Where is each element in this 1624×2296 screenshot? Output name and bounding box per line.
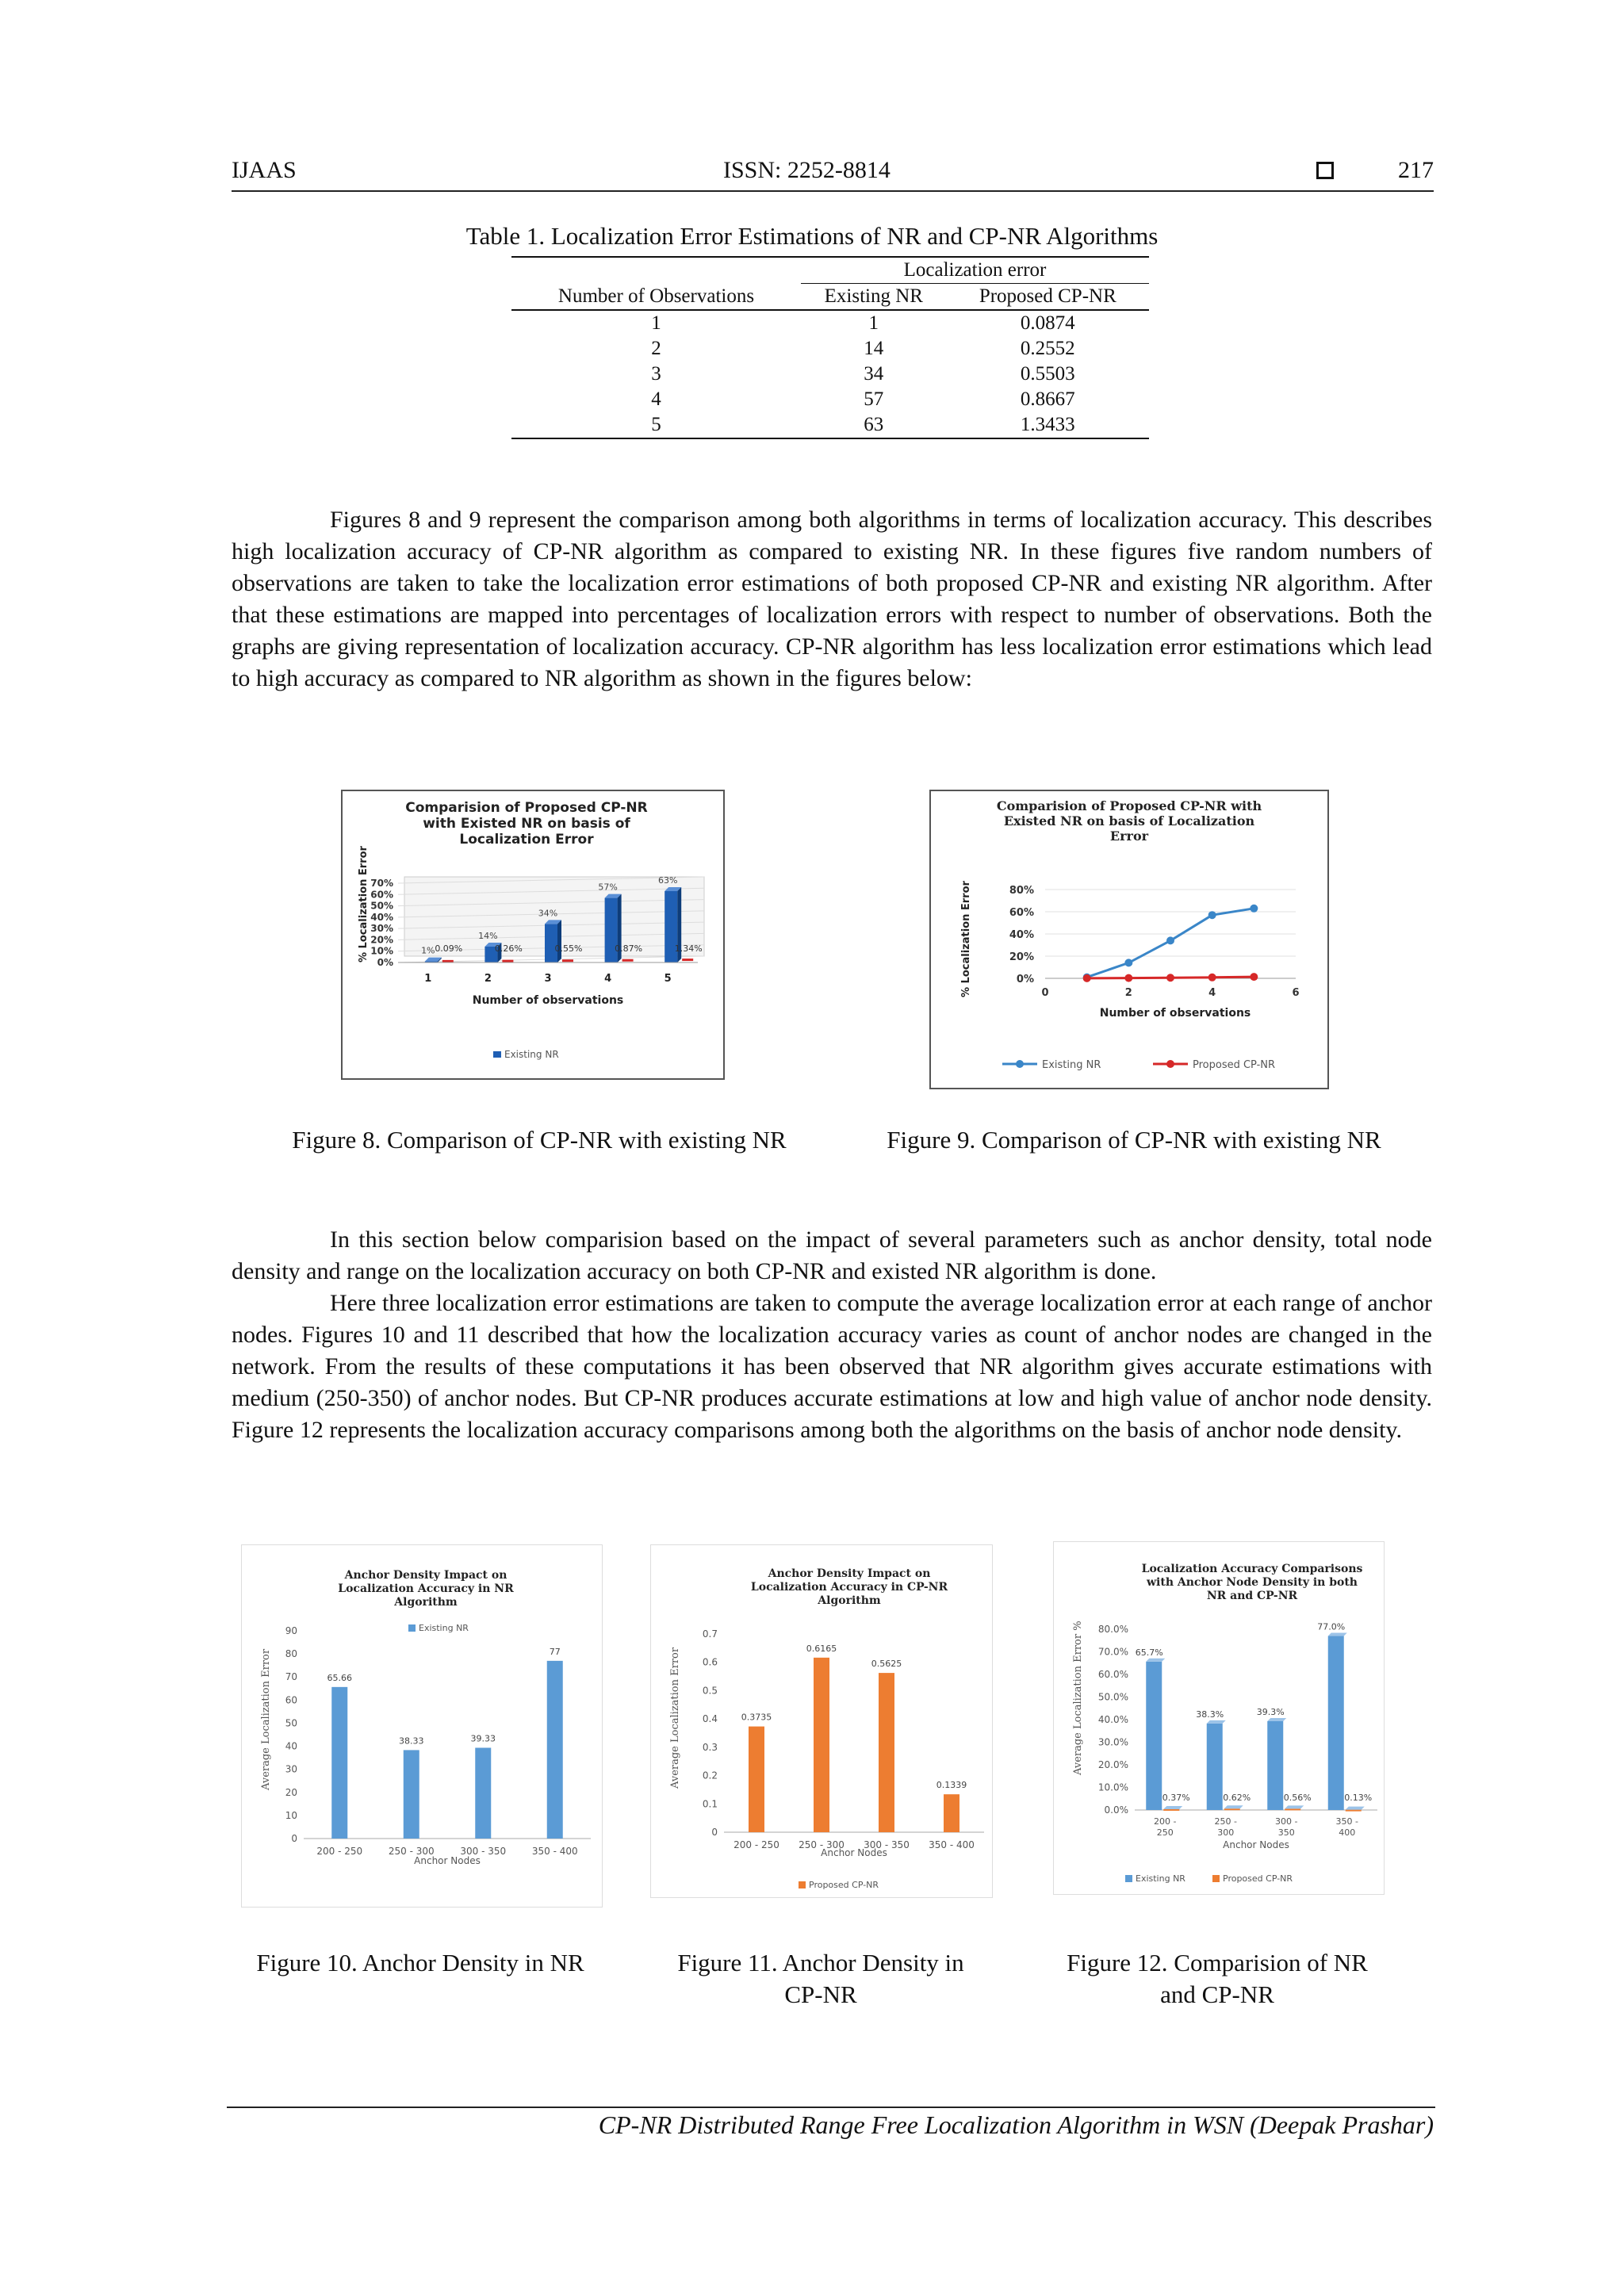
x-tick-label: 250: [1156, 1827, 1174, 1838]
chart-title: Anchor Density Impact on: [768, 1567, 931, 1580]
bar: [1346, 1810, 1362, 1812]
figure-9-caption: Figure 9. Comparison of CP-NR with existing NR: [887, 1126, 1381, 1154]
y-axis-label: % Localization Error: [960, 881, 972, 997]
figure-10-caption: Figure 10. Anchor Density in NR: [256, 1949, 584, 1976]
bar: [1207, 1724, 1223, 1810]
x-tick-label: 3: [544, 973, 552, 985]
bar-proposed-cp-nr: [682, 959, 693, 961]
legend-label: Existing NR: [504, 1049, 559, 1060]
figure-12-caption-line: Figure 12. Comparision of NR: [1067, 1949, 1368, 1976]
y-tick-label: 40%: [1009, 929, 1034, 941]
chart-title: Algorithm: [394, 1596, 458, 1609]
data-label: 77.0%: [1317, 1621, 1346, 1632]
table-1: [511, 256, 1149, 439]
bar-top: [1346, 1807, 1365, 1810]
x-tick-label: 300 - 350: [864, 1839, 910, 1850]
x-axis-label: Anchor Nodes: [414, 1855, 481, 1866]
data-label: 65.66: [327, 1672, 352, 1683]
table-cell: 0.2552: [1020, 338, 1075, 359]
body-paragraph-2: [232, 1224, 1432, 1446]
figure-8-chart: [343, 791, 723, 1078]
x-axis-label: Number of observations: [472, 994, 624, 1007]
data-label: 0.55%: [554, 943, 583, 954]
bar-top: [1267, 1718, 1286, 1721]
y-tick-label: 90: [285, 1625, 297, 1636]
figure-8: [341, 790, 725, 1080]
data-point: [1208, 974, 1216, 982]
square-icon: [1316, 162, 1334, 179]
legend-swatch: [408, 1624, 416, 1632]
data-point: [1124, 959, 1132, 966]
chart-title: Comparision of Proposed CP-NR: [405, 800, 648, 816]
data-label: 1%: [421, 945, 435, 956]
data-point: [1208, 911, 1216, 919]
legend-swatch: [1125, 1875, 1132, 1882]
x-tick-label: 200 - 250: [316, 1846, 363, 1857]
y-axis-label: Average Localization Error: [260, 1648, 272, 1790]
bar: [1163, 1809, 1179, 1811]
table-cell: 0.5503: [1020, 363, 1075, 385]
figure-11-chart: [651, 1545, 992, 1897]
x-tick-label: 350 - 400: [531, 1846, 578, 1857]
journal-name: IJAAS: [232, 157, 297, 183]
data-label: 0.37%: [1162, 1793, 1190, 1803]
chart-title: NR and CP-NR: [1206, 1590, 1298, 1602]
bar: [547, 1661, 563, 1839]
bar-top: [1224, 1805, 1243, 1808]
legend-marker: [1016, 1060, 1024, 1068]
data-point: [1250, 905, 1258, 913]
data-label: 39.3%: [1256, 1706, 1285, 1717]
data-label: 77: [549, 1646, 561, 1657]
data-label: 0.1339: [936, 1780, 967, 1791]
data-label: 0.3735: [741, 1712, 772, 1723]
y-tick-label: 20%: [1009, 951, 1034, 963]
x-tick-label: 200 - 250: [733, 1839, 779, 1850]
data-label: 38.3%: [1196, 1709, 1224, 1720]
table-col-header: Proposed CP-NR: [947, 284, 1149, 311]
y-tick-label: 80: [285, 1648, 297, 1660]
y-tick-label: 0.0%: [1104, 1804, 1128, 1816]
x-tick-label: 4: [604, 973, 612, 985]
table-cell: 0.8667: [1020, 388, 1075, 410]
y-tick-label: 50.0%: [1097, 1691, 1128, 1703]
y-tick-label: 30.0%: [1097, 1736, 1128, 1748]
y-tick-label: 0.7: [702, 1628, 718, 1640]
x-tick-label: 300 - 350: [460, 1846, 507, 1857]
data-label: 0.09%: [435, 943, 463, 954]
bar: [944, 1794, 959, 1832]
x-tick-label: 2: [1124, 987, 1132, 999]
y-tick-label: 60: [285, 1694, 297, 1706]
table-cell: 63: [801, 412, 947, 438]
y-tick-label: 0: [291, 1833, 297, 1844]
data-point: [1166, 936, 1174, 944]
table-cell: 3: [651, 363, 661, 385]
y-tick-label: 10.0%: [1097, 1781, 1128, 1793]
table-cell: 0.0874: [1020, 312, 1075, 334]
legend-swatch: [493, 1051, 501, 1058]
y-tick-label: 0.2: [702, 1770, 718, 1781]
bar-proposed-cp-nr: [442, 960, 454, 962]
bar-existing-nr-side: [557, 920, 561, 962]
x-tick-label: 200 -: [1154, 1816, 1177, 1827]
data-label: 38.33: [399, 1735, 424, 1747]
bar: [1285, 1808, 1300, 1810]
legend-label: Existing NR: [1042, 1059, 1101, 1071]
y-tick-label: 30%: [370, 923, 393, 935]
legend-label: Proposed CP-NR: [1223, 1873, 1293, 1884]
y-tick-label: 80.0%: [1097, 1624, 1128, 1635]
y-tick-label: 0.5: [702, 1685, 718, 1697]
data-label: 0.62%: [1223, 1793, 1251, 1803]
bar: [1224, 1808, 1240, 1810]
table-cell: 1: [868, 312, 879, 334]
table-cell: 1.3433: [947, 412, 1149, 438]
table-row: [511, 310, 1149, 336]
paragraph-text: Here three localization error estimations are taken to compute the average localization error at each range of anchor nodes. Figures 10 and 11 described that how the localization accuracy varies as count of anchor nodes are changed in the network. From the results of these computations it has been observed that NR algorithm gives accurate estimations with medium (250-350) of anchor nodes. But CP-NR produces accurate estimations at low and high value of anchor node density. Figure 12 represents the localization accuracy comparisons among both the algorithms on the basis of anchor node density.: [232, 1290, 1432, 1443]
y-tick-label: 0.4: [702, 1713, 718, 1725]
y-tick-label: 0%: [377, 957, 393, 968]
figure-11-caption-line: Figure 11. Anchor Density in: [677, 1949, 964, 1976]
x-tick-label: 300: [1217, 1827, 1235, 1838]
y-tick-label: 40: [285, 1740, 297, 1752]
figure-11-caption: [642, 1947, 999, 2011]
chart-title: Algorithm: [818, 1594, 881, 1607]
bar: [814, 1658, 829, 1832]
data-point: [1124, 974, 1132, 982]
y-tick-label: 70.0%: [1097, 1646, 1128, 1658]
y-tick-label: 70%: [370, 878, 393, 889]
page-header: [232, 155, 1434, 192]
x-tick-label: 350: [1277, 1827, 1295, 1838]
table-cell: 14: [864, 338, 884, 359]
bar-top: [1207, 1720, 1226, 1724]
bar: [475, 1748, 491, 1839]
y-tick-label: 0%: [1016, 974, 1034, 985]
y-axis-label: Average Localization Error %: [1072, 1621, 1084, 1775]
bar-top: [1328, 1633, 1347, 1636]
chart-title: Existed NR on basis of Localization: [1003, 813, 1255, 828]
data-label: 0.6165: [806, 1643, 837, 1654]
figure-12-chart: [1054, 1542, 1384, 1894]
chart-title: Localization Accuracy Comparisons: [1141, 1563, 1363, 1575]
table-cell: 34: [864, 363, 884, 385]
bar: [749, 1727, 764, 1832]
body-paragraph-1: [232, 504, 1432, 695]
x-tick-label: 400: [1339, 1827, 1356, 1838]
bar-top: [1285, 1805, 1304, 1808]
table-row: [511, 412, 1149, 438]
y-tick-label: 30: [285, 1763, 297, 1775]
table-empty-cell: [511, 257, 801, 284]
table-row: [511, 336, 1149, 362]
x-tick-label: 1: [424, 973, 432, 985]
figure-11-caption-line: CP-NR: [784, 1980, 857, 2008]
figure-12: [1053, 1541, 1385, 1895]
data-label: 1.34%: [674, 943, 703, 954]
bar: [1267, 1721, 1283, 1810]
legend-label: Existing NR: [419, 1623, 469, 1633]
table-cell: 1: [651, 312, 661, 334]
y-tick-label: 80%: [1009, 885, 1034, 897]
figure-8-caption: Figure 8. Comparison of CP-NR with existing NR: [292, 1126, 787, 1154]
paragraph-text: In this section below comparision based on the impact of several parameters such as anchor density, total node density and range on the localization accuracy on both CP-NR and existed NR algorithm is done.: [232, 1226, 1432, 1284]
x-tick-label: 0: [1041, 987, 1049, 999]
figure-10: [241, 1544, 603, 1908]
chart-title: Comparision of Proposed CP-NR with: [996, 798, 1262, 813]
x-axis-label: Number of observations: [1099, 1007, 1251, 1020]
bar: [1146, 1662, 1162, 1810]
bar: [404, 1750, 419, 1839]
data-label: 65.7%: [1135, 1647, 1163, 1658]
bar: [879, 1673, 894, 1832]
legend-label: Proposed CP-NR: [809, 1880, 879, 1890]
x-tick-label: 6: [1292, 987, 1300, 999]
data-label: 0.5625: [871, 1659, 902, 1670]
chart-title: Anchor Density Impact on: [344, 1569, 508, 1582]
table-col-header: Existing NR: [801, 284, 947, 311]
figure-10-chart: [242, 1545, 602, 1907]
data-label: 57%: [598, 882, 618, 893]
figure-12-caption: [1039, 1947, 1396, 2011]
y-tick-label: 20.0%: [1097, 1759, 1128, 1770]
data-label: 0.26%: [494, 943, 523, 954]
y-tick-label: 0.1: [702, 1798, 718, 1810]
table-cell: 57: [864, 388, 884, 410]
x-tick-label: 350 - 400: [929, 1839, 975, 1850]
data-point: [1083, 974, 1091, 982]
figure-12-caption-line: and CP-NR: [1160, 1980, 1274, 2008]
y-tick-label: 60.0%: [1097, 1669, 1128, 1680]
legend-label: Proposed CP-NR: [1193, 1059, 1276, 1071]
y-tick-label: 0.3: [702, 1741, 718, 1753]
table-cell: 2: [651, 338, 661, 359]
x-tick-label: 250 - 300: [799, 1839, 845, 1850]
footer-citation: CP-NR Distributed Range Free Localization Algorithm in WSN (Deepak Prashar): [598, 2110, 1434, 2139]
y-tick-label: 0.6: [702, 1656, 718, 1668]
x-tick-label: 250 - 300: [388, 1846, 435, 1857]
chart-title: with Existed NR on basis of: [423, 816, 630, 832]
y-tick-label: 20%: [370, 934, 393, 946]
y-tick-label: 40.0%: [1097, 1714, 1128, 1725]
chart-title: with Anchor Node Density in both: [1147, 1576, 1358, 1589]
y-tick-label: 70: [285, 1671, 297, 1683]
data-point: [1166, 974, 1174, 982]
y-tick-label: 40%: [370, 911, 393, 923]
legend-label: Existing NR: [1136, 1873, 1185, 1884]
table-cell: 4: [651, 388, 661, 410]
table-group-header: Localization error: [801, 257, 1149, 284]
data-point: [1250, 973, 1258, 981]
y-tick-label: 50%: [370, 900, 393, 912]
y-tick-label: 60%: [1009, 907, 1034, 919]
page-number: 217: [1398, 157, 1434, 183]
chart-title: Localization Accuracy in NR: [338, 1582, 514, 1595]
x-tick-label: 350 -: [1335, 1816, 1358, 1827]
bar-proposed-cp-nr: [562, 959, 573, 962]
x-tick-label: 4: [1208, 987, 1216, 999]
y-tick-label: 50: [285, 1717, 297, 1729]
bar: [331, 1687, 347, 1839]
x-tick-label: 250 -: [1214, 1816, 1237, 1827]
figure-9: [929, 790, 1329, 1089]
data-label: 0.13%: [1344, 1793, 1373, 1803]
data-label: 0.87%: [615, 943, 643, 954]
bar-proposed-cp-nr: [502, 960, 513, 962]
bar-proposed-cp-nr: [622, 959, 634, 962]
legend-marker: [1166, 1060, 1174, 1068]
table-cell: 5: [511, 412, 801, 438]
bar-top: [1146, 1659, 1165, 1662]
data-label: 34%: [538, 908, 558, 919]
bar-top: [1163, 1806, 1182, 1809]
chart-title: Localization Accuracy in CP-NR: [750, 1581, 948, 1594]
issn: ISSN: 2252-8814: [723, 157, 891, 183]
y-axis-label: % Localization Error: [358, 846, 370, 962]
table-row: [511, 362, 1149, 387]
y-tick-label: 0: [711, 1827, 718, 1838]
x-tick-label: 2: [484, 973, 492, 985]
x-axis-label: Anchor Nodes: [821, 1847, 887, 1858]
data-label: 14%: [478, 931, 498, 941]
legend-swatch: [799, 1881, 806, 1888]
y-tick-label: 10%: [370, 945, 393, 957]
y-axis-label: Average Localization Error: [669, 1647, 681, 1789]
paragraph-text: Figures 8 and 9 represent the comparison among both algorithms in terms of localization accuracy. This describes high localization accuracy of CP-NR algorithm as compared to existing NR. In these figures five random numbers of observations are taken to take the localization error estimations of both proposed CP-NR and existing NR algorithm. After that these estimations are mapped into percentages of localization errors with respect to number of observations. Both the graphs are giving representation of localization accuracy. CP-NR algorithm has less localization error estimations which lead to high accuracy as compared to NR algorithm as shown in the figures below:: [232, 507, 1432, 691]
y-tick-label: 20: [285, 1786, 297, 1798]
chart-title: Error: [1109, 828, 1149, 844]
footer-rule: [227, 2107, 1435, 2108]
x-tick-label: 300 -: [1275, 1816, 1298, 1827]
chart-title: Localization Error: [459, 832, 594, 848]
x-tick-label: 5: [664, 973, 672, 985]
table-row: [511, 387, 1149, 412]
figure-9-chart: [931, 791, 1327, 1088]
table-caption: Table 1. Localization Error Estimations of NR and CP-NR Algorithms: [465, 222, 1159, 250]
data-label: 63%: [657, 875, 678, 886]
data-label: 39.33: [470, 1733, 496, 1744]
y-tick-label: 60%: [370, 889, 393, 901]
bar: [1328, 1636, 1344, 1810]
figure-11: [650, 1544, 993, 1898]
y-tick-label: 10: [285, 1809, 297, 1821]
x-axis-label: Anchor Nodes: [1223, 1839, 1289, 1850]
data-label: 0.56%: [1283, 1793, 1312, 1803]
legend-swatch: [1212, 1875, 1220, 1882]
table-col-header: Number of Observations: [511, 284, 801, 311]
